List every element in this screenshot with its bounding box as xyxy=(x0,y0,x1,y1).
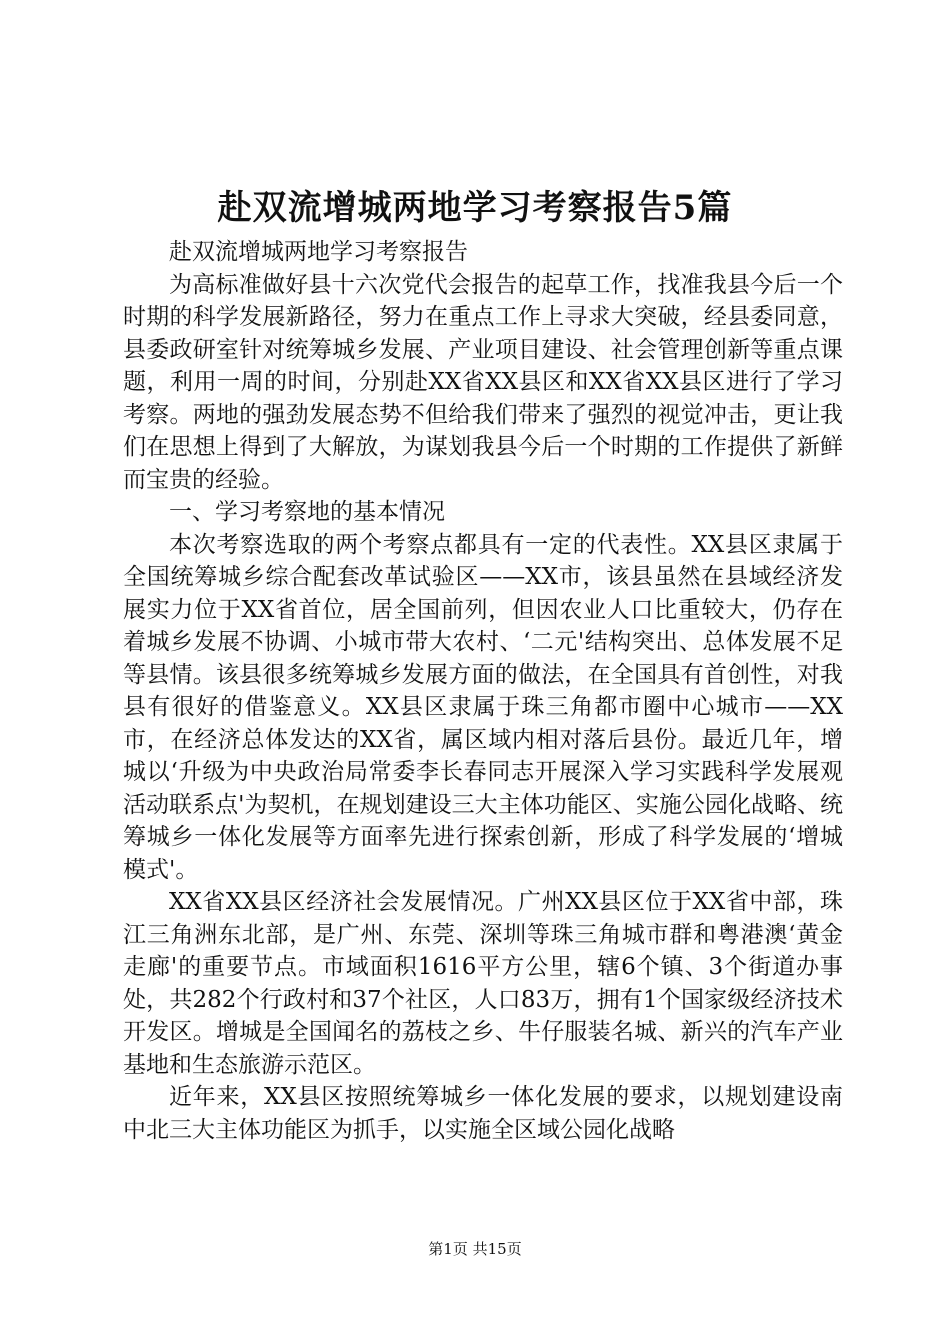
document-body xyxy=(123,236,843,1146)
page-number: 第1页 共15页 xyxy=(428,1240,522,1258)
intro-paragraph: 为高标准做好县十六次党代会报告的起草工作，找准我县今后一个时期的科学发展新路径，努力在重点工作上寻求大突破，经县委同意，县委政研室针对统筹城乡发展、产业项目建设、社会管理创新等重点课题，利用一周的时间，分别赴XX省XX县区和XX省XX县区进行了学习考察。两地的强劲发展态势不但给我们带来了强烈的视觉冲击，更让我们在思想上得到了大解放，为谋划我县今后一个时期的工作提供了新鲜而宝贵的经验。 xyxy=(123,271,843,493)
body-paragraph: XX省XX县区经济社会发展情况。广州XX县区位于XX省中部，珠江三角洲东北部，是广州、东莞、深圳等珠三角城市群和粤港澳‘黄金走廊'的重要节点。市域面积1616平方公里，辖6个镇、3个街道办事处，共282个行政村和37个社区，人口83万，拥有1个国家级经济技术开发区。增城是全国闻名的荔枝之乡、牛仔服装名城、新兴的汽车产业基地和生态旅游示范区。 xyxy=(123,889,843,1078)
report-subtitle: 赴双流增城两地学习考察报告 xyxy=(169,239,468,265)
section-heading: 一、学习考察地的基本情况 xyxy=(169,499,445,525)
body-paragraph: 近年来，XX县区按照统筹城乡一体化发展的要求，以规划建设南中北三大主体功能区为抓手，以实施全区域公园化战略 xyxy=(123,1084,843,1143)
document-title: 赴双流增城两地学习考察报告5篇 xyxy=(217,188,733,228)
body-paragraph: 本次考察选取的两个考察点都具有一定的代表性。XX县区隶属于全国统筹城乡综合配套改革试验区——XX市，该县虽然在县域经济发展实力位于XX省首位，居全国前列，但因农业人口比重较大，仍存在着城乡发展不协调、小城市带大农村、‘二元'结构突出、总体发展不足等县情。该县很多统筹城乡发展方面的做法，在全国具有首创性，对我县有很好的借鉴意义。XX县区隶属于珠三角都市圈中心城市——XX市，在经济总体发达的XX省，属区域内相对落后县份。最近几年，增城以‘升级为中央政治局常委李长春同志开展深入学习实践科学发展观活动联系点'为契机，在规划建设三大主体功能区、实施公园化战略、统筹城乡一体化发展等方面率先进行探索创新，形成了科学发展的‘增城模式'。 xyxy=(123,531,843,883)
